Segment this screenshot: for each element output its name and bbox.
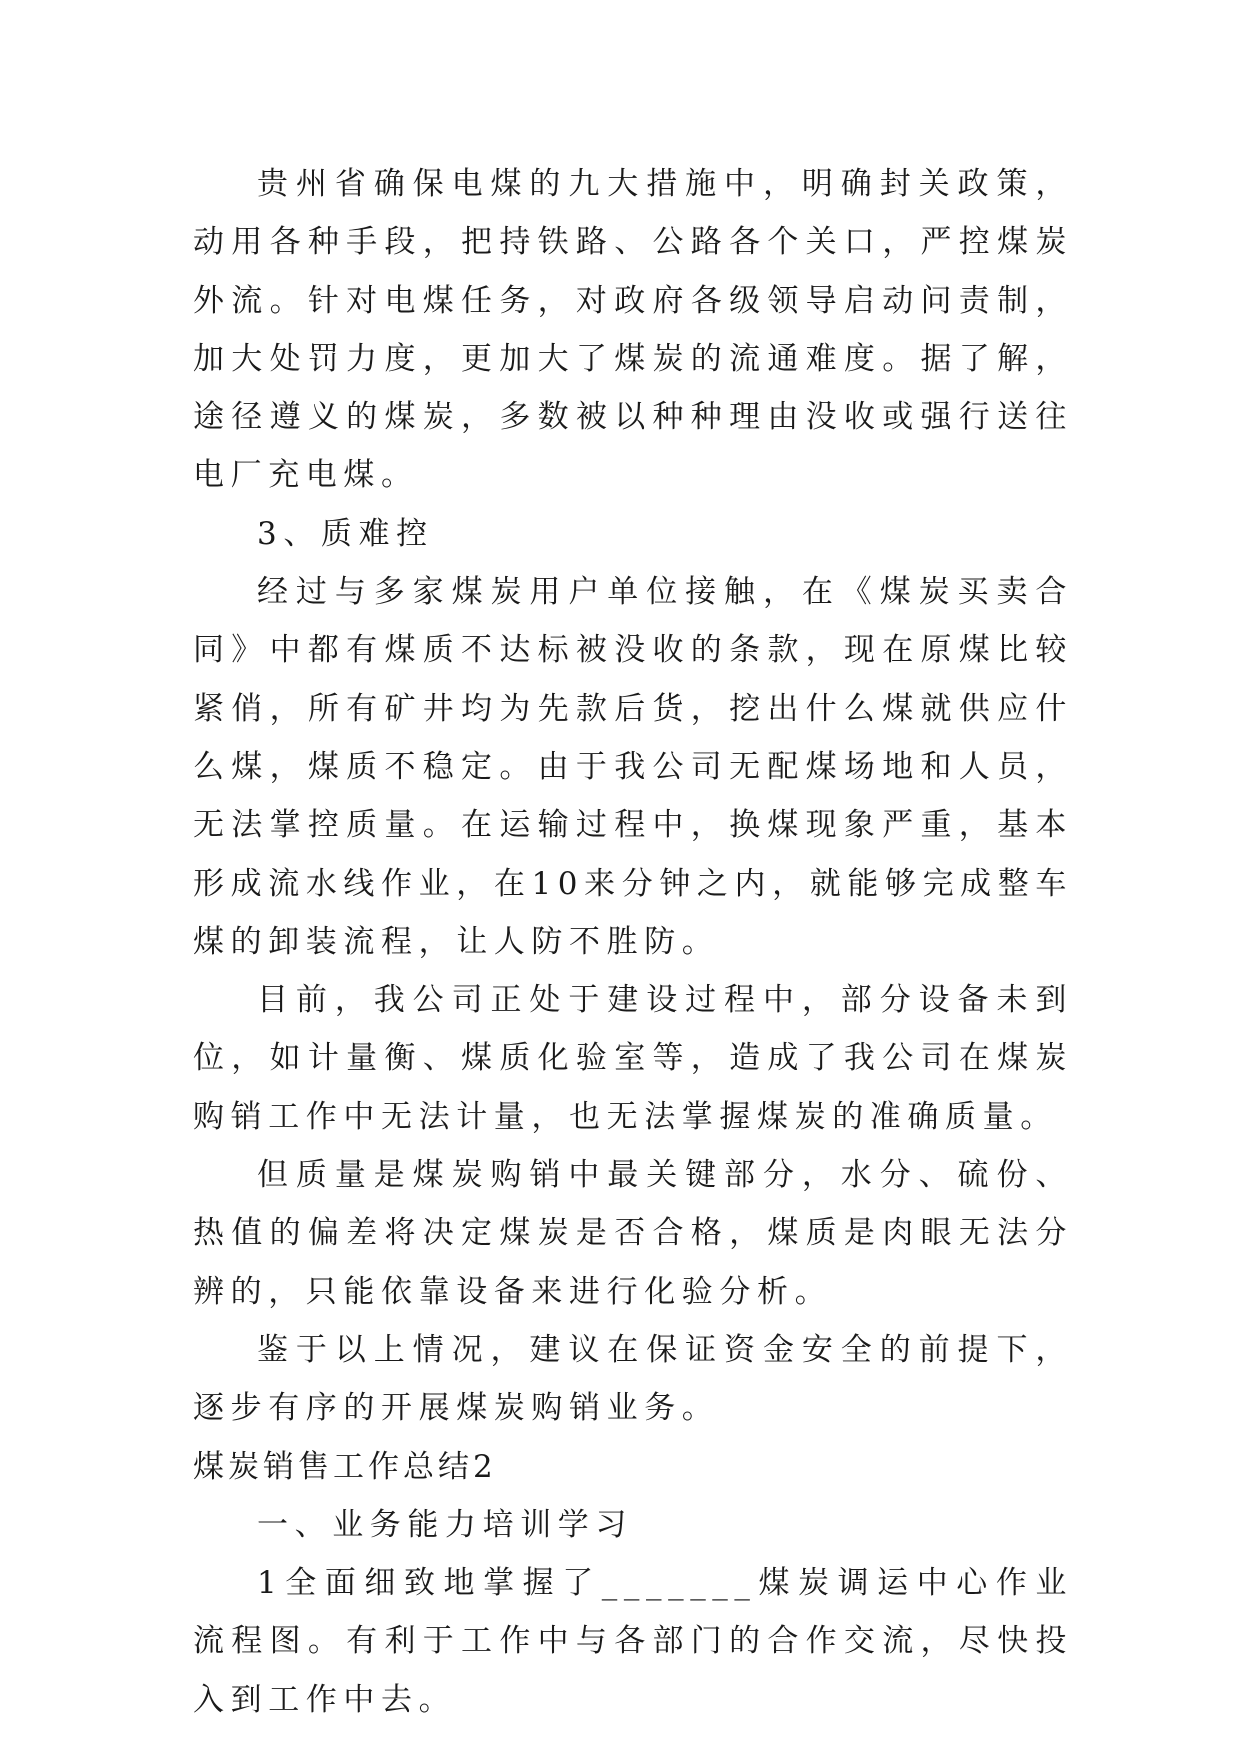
document-body	[193, 155, 1073, 1729]
heading-quality-control: 3、质难控	[257, 515, 434, 552]
section-title-summary-2: 煤炭销售工作总结2	[193, 1448, 497, 1485]
paragraph-recommendation: 鉴于以上情况，建议在保证资金安全的前提下，逐步有序的开展煤炭购销业务。	[193, 1331, 1073, 1427]
paragraph-coal-control-measures: 贵州省确保电煤的九大措施中，明确封关政策，动用各种手段，把持铁路、公路各个关口，严控煤炭外流。针对电煤任务，对政府各级领导启动问责制，加大处罚力度，更加大了煤炭的流通难度。据了解，途径遵义的煤炭，多数被以种种理由没收或强行送往电厂充电煤。	[193, 166, 1073, 494]
paragraph-quality-importance: 但质量是煤炭购销中最关键部分，水分、硫份、热值的偏差将决定煤炭是否合格，煤质是肉眼无法分辨的，只能依靠设备来进行化验分析。	[193, 1157, 1073, 1310]
heading-training: 一、业务能力培训学习	[257, 1506, 633, 1543]
paragraph-quality-issues: 经过与多家煤炭用户单位接触，在《煤炭买卖合同》中都有煤质不达标被没收的条款，现在原煤比较紧俏，所有矿井均为先款后货，挖出什么煤就供应什么煤，煤质不稳定。由于我公司无配煤场地和人员，无法掌控质量。在运输过程中，换煤现象严重，基本形成流水线作业，在10来分钟之内，就能够完成整车煤的卸装流程，让人防不胜防。	[193, 574, 1073, 960]
paragraph-workflow-mastery: 1全面细致地掌握了_______煤炭调运中心作业流程图。有利于工作中与各部门的合作交流，尽快投入到工作中去。	[193, 1565, 1073, 1718]
paragraph-equipment-status: 目前，我公司正处于建设过程中，部分设备未到位，如计量衡、煤质化验室等，造成了我公司在煤炭购销工作中无法计量，也无法掌握煤炭的准确质量。	[193, 982, 1073, 1135]
